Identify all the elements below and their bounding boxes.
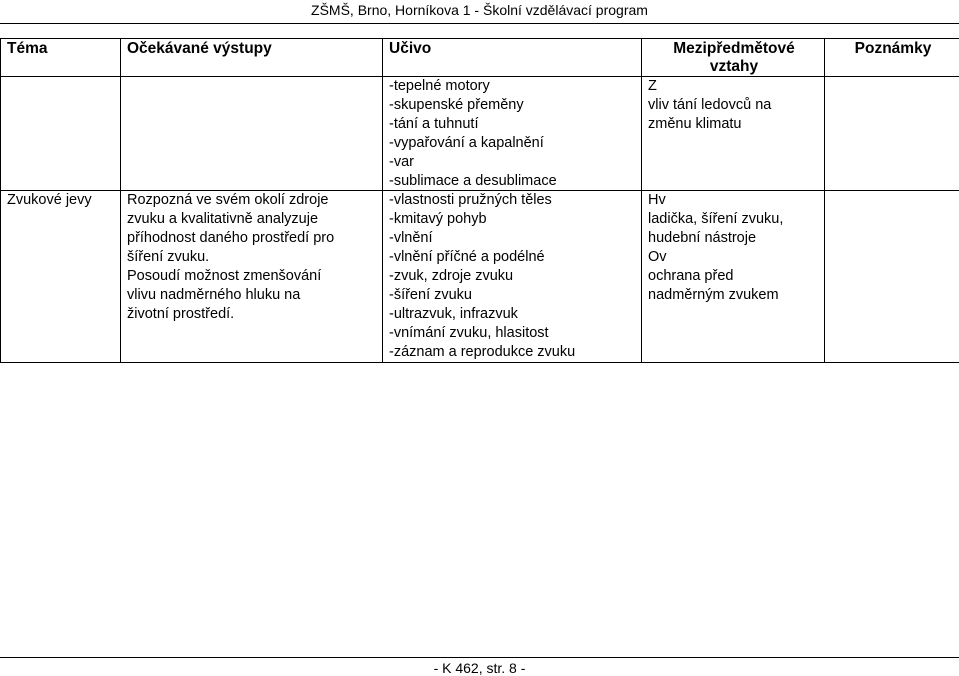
ucivo-line: -vlnění příčné a podélné bbox=[389, 249, 545, 266]
vystupy-line: příhodnost daného prostředí pro bbox=[127, 230, 335, 247]
vztahy-line: hudební nástroje bbox=[648, 230, 757, 247]
ucivo-line: -vlastnosti pružných těles bbox=[389, 192, 552, 209]
tema-line: Zvukové jevy bbox=[7, 192, 92, 209]
vztahy-line: vliv tání ledovců na bbox=[648, 96, 772, 113]
vystupy-line: Rozpozná ve svém okolí zdroje bbox=[127, 192, 329, 209]
column-header-tema: Téma bbox=[1, 39, 121, 77]
ucivo-line: -ultrazvuk, infrazvuk bbox=[389, 305, 518, 322]
ucivo-line: -vypařování a kapalnění bbox=[389, 134, 544, 151]
vystupy-line: zvuku a kvalitativně analyzuje bbox=[127, 211, 319, 228]
column-header-ucivo: Učivo bbox=[383, 39, 642, 77]
ucivo-line: -zvuk, zdroje zvuku bbox=[389, 268, 514, 285]
cell-vystupy bbox=[121, 77, 383, 191]
cell-poznamky bbox=[825, 191, 959, 362]
column-header-poznamky: Poznámky bbox=[825, 39, 959, 77]
vztahy-line: Ov bbox=[648, 249, 667, 266]
vztahy-line: nadměrným zvukem bbox=[648, 286, 779, 303]
vystupy-line: šíření zvuku. bbox=[127, 249, 210, 266]
cell-poznamky bbox=[825, 77, 959, 191]
cell-tema bbox=[1, 191, 121, 362]
table-row bbox=[1, 77, 959, 191]
vystupy-line: životní prostředí. bbox=[127, 305, 235, 322]
vztahy-line: ladička, šíření zvuku, bbox=[648, 211, 784, 228]
ucivo-line: -vnímání zvuku, hlasitost bbox=[389, 324, 549, 341]
footer-divider bbox=[0, 657, 959, 658]
vystupy-line: Posoudí možnost zmenšování bbox=[127, 268, 322, 285]
table-header-row bbox=[1, 39, 959, 77]
curriculum-table bbox=[0, 38, 959, 363]
cell-vystupy bbox=[121, 191, 383, 362]
cell-tema bbox=[1, 77, 121, 191]
vztahy-line: změnu klimatu bbox=[648, 115, 742, 132]
ucivo-line: -tepelné motory bbox=[389, 78, 490, 94]
ucivo-line: -šíření zvuku bbox=[389, 286, 472, 303]
page-header: ZŠMŠ, Brno, Horníkova 1 - Školní vzdělávací program bbox=[311, 2, 648, 18]
column-header-vztahy: Mezipředmětové vztahy bbox=[642, 39, 825, 77]
vystupy-line: vlivu nadměrného hluku na bbox=[127, 286, 301, 303]
ucivo-line: -vlnění bbox=[389, 230, 433, 247]
ucivo-line: -skupenské přeměny bbox=[389, 96, 524, 113]
cell-vztahy bbox=[642, 191, 825, 362]
ucivo-line: -záznam a reprodukce zvuku bbox=[389, 343, 576, 360]
cell-ucivo bbox=[383, 77, 642, 191]
page-footer: - K 462, str. 8 - bbox=[433, 660, 526, 676]
ucivo-line: -sublimace a desublimace bbox=[389, 172, 557, 189]
header-divider bbox=[0, 23, 959, 24]
vztahy-line: ochrana před bbox=[648, 268, 734, 285]
vztahy-line: Hv bbox=[648, 192, 666, 209]
cell-ucivo bbox=[383, 191, 642, 362]
ucivo-line: -tání a tuhnutí bbox=[389, 115, 479, 132]
ucivo-line: -var bbox=[389, 153, 414, 170]
cell-vztahy bbox=[642, 77, 825, 191]
table-row bbox=[1, 191, 959, 362]
ucivo-line: -kmitavý pohyb bbox=[389, 211, 487, 228]
column-header-vystupy: Očekávané výstupy bbox=[121, 39, 383, 77]
vztahy-line: Z bbox=[648, 78, 657, 94]
